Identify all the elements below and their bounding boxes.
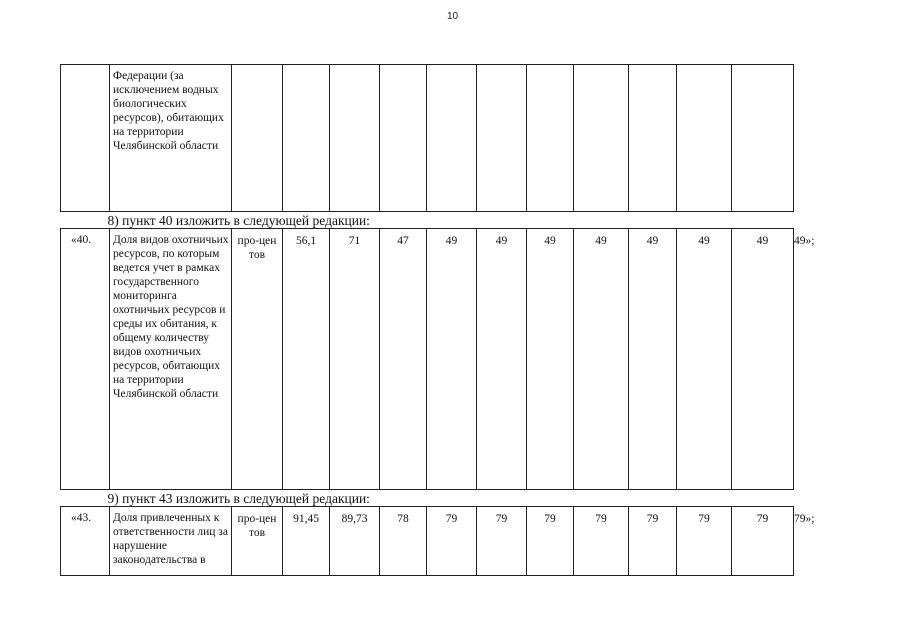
value-cell — [527, 65, 574, 212]
value-cell: 49 — [527, 229, 574, 490]
value-cell: 49 — [574, 229, 629, 490]
value-cell — [477, 65, 527, 212]
value-cell: 79 — [574, 507, 629, 576]
value-cell: 49 — [677, 229, 732, 490]
value-cell: 49 — [732, 229, 794, 490]
value-cell: 79 — [629, 507, 677, 576]
unit-cell — [232, 229, 283, 490]
value-cell — [283, 65, 330, 212]
value-cell: 79 — [527, 507, 574, 576]
row-number-cell — [61, 65, 110, 212]
table-row-40: «40. Доля видов охотничьих ресурсов, по которым ведется учет в рамках государственного мониторинга охотничьих ресурсов и среды их обитания, к общему количеству видов охотничьих ресурсов, обитающих на территории Челябинской области про-центов 56,1 71 47 49 49 49 49 49 49 49 49»; — [61, 229, 794, 490]
value-cell — [380, 65, 427, 212]
value-cell — [629, 65, 677, 212]
unit-label: про-центов — [237, 513, 277, 539]
amendment-heading-8: 8) пункт 40 изложить в следующей редакции: — [61, 212, 794, 229]
unit-cell — [232, 507, 283, 576]
value-cell — [732, 65, 794, 212]
value-cell: 79 — [732, 507, 794, 576]
value-cell: 56,1 — [283, 229, 330, 490]
value-cell: 78 — [380, 507, 427, 576]
value-cell — [574, 65, 629, 212]
indicator-name-cell: Доля привлеченных к ответственности лиц за нарушение законодательства в — [110, 507, 232, 576]
indicators-table — [60, 64, 815, 576]
value-cell — [427, 65, 477, 212]
row-number-cell: «40. — [61, 229, 110, 490]
amendment-heading-9: 9) пункт 43 изложить в следующей редакции: — [61, 490, 794, 507]
value-cell — [677, 65, 732, 212]
value-cell: 79 — [477, 507, 527, 576]
value-cell — [330, 65, 380, 212]
value-cell: 49 — [629, 229, 677, 490]
row-number-cell: «43. — [61, 507, 110, 576]
table-row-43: «43. Доля привлеченных к ответственности лиц за нарушение законодательства в про-центов 91,45 89,73 78 79 79 79 79 79 79 79 79»; — [61, 507, 794, 576]
value-cell: 47 — [380, 229, 427, 490]
page-number: 10 — [446, 11, 459, 22]
value-cell: 71 — [330, 229, 380, 490]
value-cell: 79 — [427, 507, 477, 576]
value-cell: 91,45 — [283, 507, 330, 576]
value-cell: 49 — [477, 229, 527, 490]
unit-label: про-центов — [237, 235, 277, 261]
indicator-name-cell: Доля видов охотничьих ресурсов, по которым ведется учет в рамках государственного мониторинга охотничьих ресурсов и среды их обитания, к общему количеству видов охотничьих ресурсов, обитающих на территории Челябинской области — [110, 229, 232, 490]
value-cell: 89,73 — [330, 507, 380, 576]
table-row — [61, 65, 794, 212]
value-cell: 79 — [677, 507, 732, 576]
value-cell: 49 — [427, 229, 477, 490]
unit-cell — [232, 65, 283, 212]
indicator-name-cell: Федерации (за исключением водных биологических ресурсов), обитающих на территории Челябинской области — [110, 65, 232, 212]
